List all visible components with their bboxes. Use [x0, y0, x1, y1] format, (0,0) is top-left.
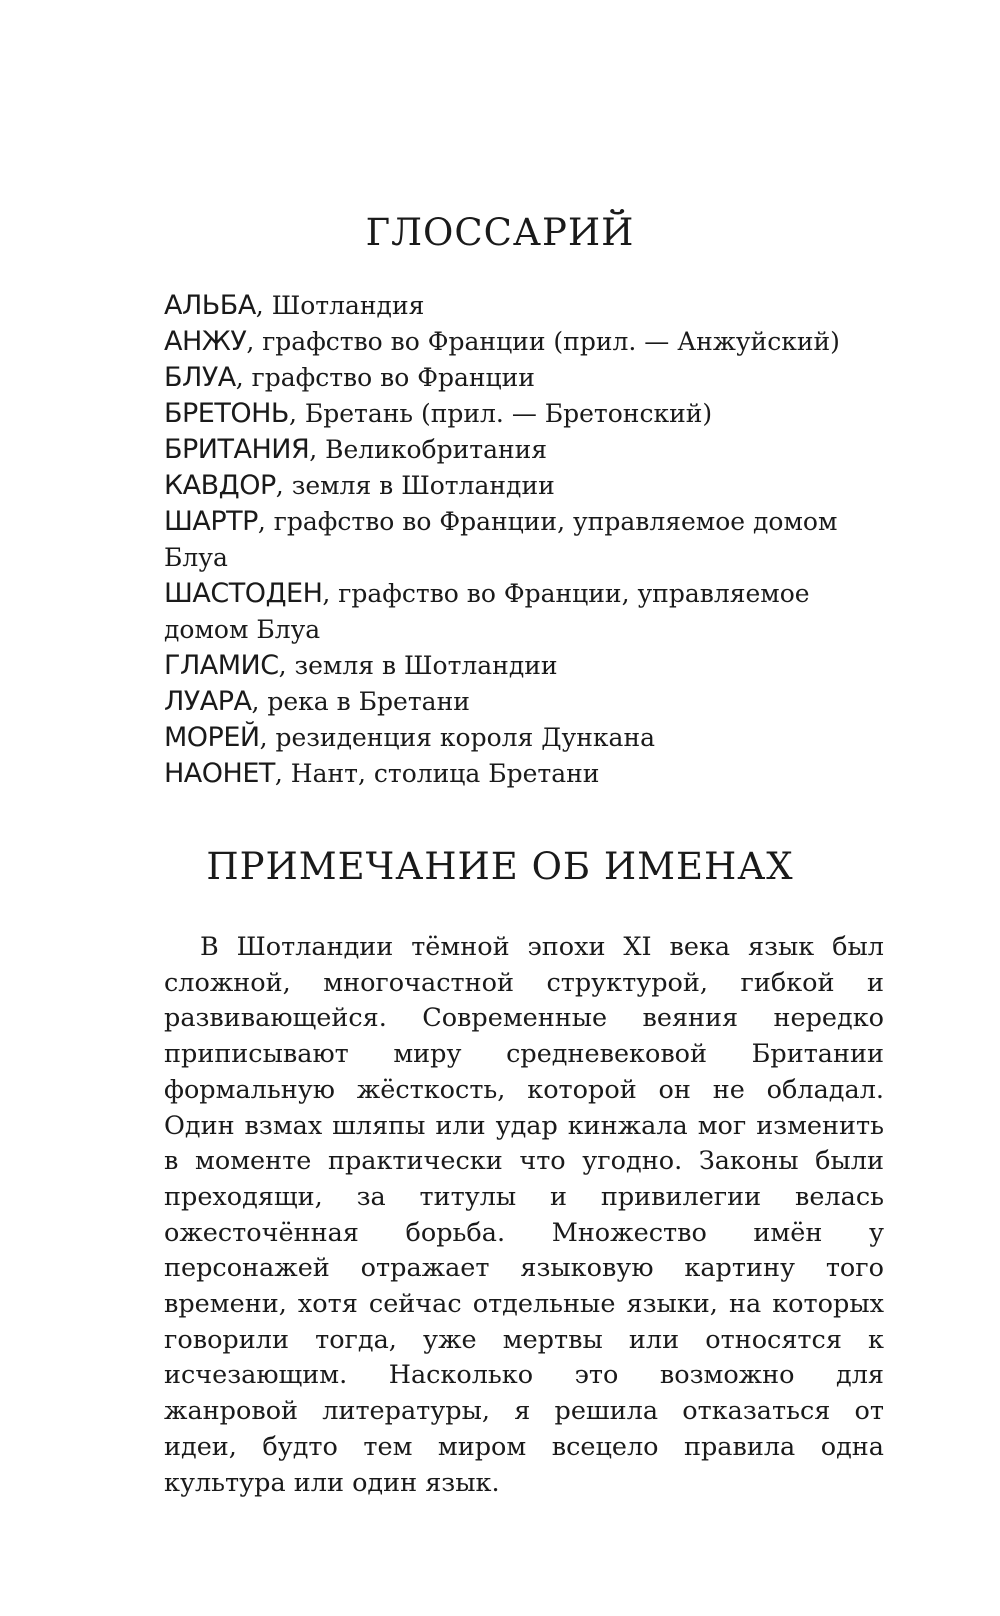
glossary-entry	[164, 576, 884, 648]
glossary-term: ЛУАРА	[164, 686, 252, 717]
glossary-entry	[164, 324, 884, 360]
glossary-term: ГЛАМИС	[164, 650, 279, 681]
glossary-definition: , графство во Франции (прил. — Анжуйский)	[246, 327, 840, 356]
glossary-definition: , Великобритания	[309, 435, 548, 464]
glossary-definition: , графство во Франции	[235, 363, 535, 392]
glossary-entry	[164, 648, 884, 684]
glossary-term: БРИТАНИЯ	[164, 434, 310, 465]
glossary-entry	[164, 756, 884, 792]
glossary-entry	[164, 288, 884, 324]
glossary-definition: , резиденция короля Дункана	[259, 723, 656, 752]
glossary-term: НАОНЕТ	[164, 758, 275, 789]
glossary-term: ШАСТОДЕН	[164, 578, 323, 609]
glossary-definition: , Бретань (прил. — Бретонский)	[288, 399, 713, 428]
glossary-entry	[164, 432, 884, 468]
glossary-entry	[164, 396, 884, 432]
glossary-definition: , графство во Франции, управляемое домом Блуа	[164, 507, 838, 572]
glossary-term: АЛЬБА	[164, 290, 256, 321]
glossary-term: ШАРТР	[164, 506, 258, 537]
glossary-list	[164, 288, 884, 792]
glossary-definition: , графство во Франции, управляемое домом Блуа	[164, 579, 810, 644]
names-note-paragraph: В Шотландии тёмной эпохи XI века язык был сложной, многочастной структурой, гибкой и развивающейся. Современные веяния нередко приписывают миру средневековой Британии формальную жёсткость, которой он не обладал. Один взмах шляпы или удар кинжала мог изменить в моменте практически что угодно. Законы были преходящи, за титулы и привилегии велась ожесточённая борьба. Множество имён у персонажей отражает языковую картину того времени, хотя сейчас отдельные языки, на которых говорили тогда, уже мертвы или относятся к исчезающим. Насколько это возможно для жанровой литературы, я решила отказаться от идеи, будто тем миром всецело правила одна культура или один язык.	[164, 932, 884, 1498]
glossary-definition: , земля в Шотландии	[275, 471, 555, 500]
glossary-definition: , Нант, столица Бретани	[274, 759, 600, 788]
glossary-entry	[164, 684, 884, 720]
glossary-term: БЛУА	[164, 362, 236, 393]
glossary-term: КАВДОР	[164, 470, 276, 501]
glossary-title: ГЛОССАРИЙ	[365, 211, 635, 254]
glossary-entry	[164, 720, 884, 756]
glossary-definition: , Шотландия	[255, 291, 425, 320]
names-note-title: ПРИМЕЧАНИЕ ОБ ИМЕНАХ	[206, 845, 794, 888]
glossary-entry	[164, 468, 884, 504]
glossary-term: АНЖУ	[164, 326, 247, 357]
glossary-entry	[164, 504, 884, 576]
glossary-term: БРЕТОНЬ	[164, 398, 289, 429]
glossary-term: МОРЕЙ	[164, 722, 260, 753]
glossary-definition: , земля в Шотландии	[278, 651, 558, 680]
glossary-definition: , река в Бретани	[251, 687, 470, 716]
glossary-entry	[164, 360, 884, 396]
